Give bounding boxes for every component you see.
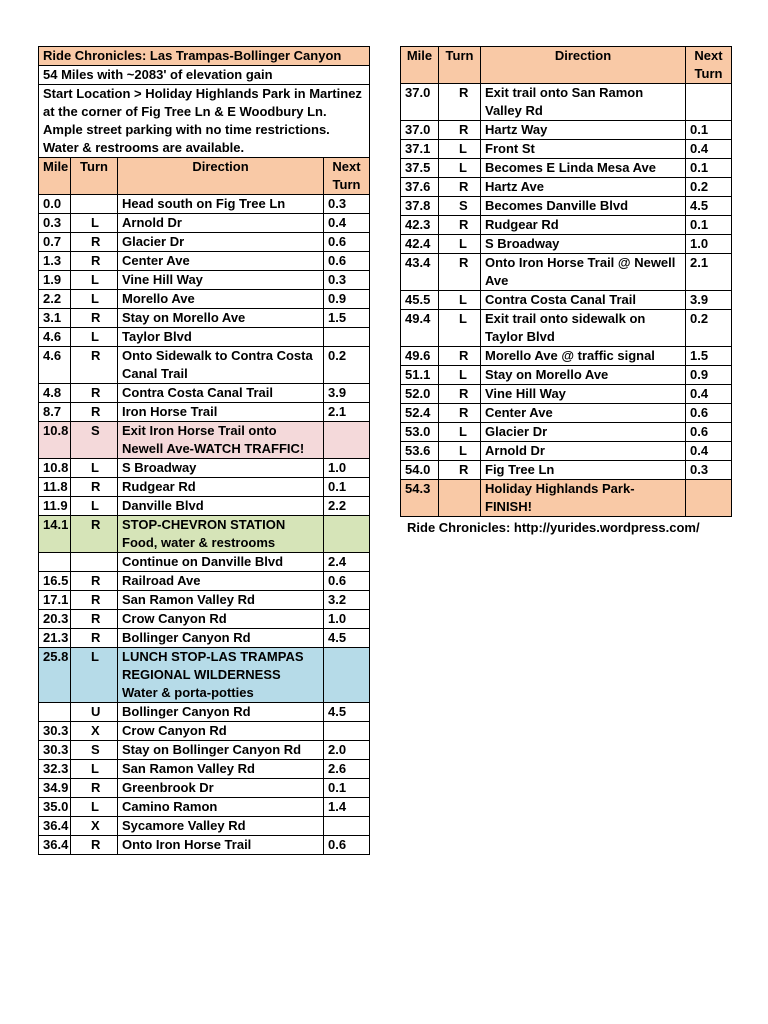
table-row	[401, 235, 732, 254]
right-cue-sheet-table	[400, 46, 732, 517]
next-turn-cell: 0.6	[324, 252, 370, 271]
footer-blog-link[interactable]: Ride Chronicles: http://yurides.wordpress.com/	[407, 520, 700, 535]
next-turn-cell: 4.5	[324, 629, 370, 648]
table-row	[39, 309, 370, 328]
mile-cell: 35.0	[39, 798, 71, 817]
mile-cell: 32.3	[39, 760, 71, 779]
mile-cell: 37.6	[401, 178, 439, 197]
next-turn-cell: 0.1	[686, 216, 732, 235]
table-row	[401, 121, 732, 140]
mile-cell: 43.4	[401, 254, 439, 291]
header-direction: Direction	[481, 47, 686, 84]
table-row	[401, 254, 732, 291]
turn-cell: R	[439, 461, 481, 480]
next-turn-cell: 0.9	[686, 366, 732, 385]
table-row	[39, 610, 370, 629]
mile-cell: 37.1	[401, 140, 439, 159]
direction-cell: Rudgear Rd	[481, 216, 686, 235]
table-row	[401, 385, 732, 404]
turn-cell: U	[71, 703, 118, 722]
table-row	[39, 497, 370, 516]
direction-cell: Danville Blvd	[118, 497, 324, 516]
direction-cell: Hartz Ave	[481, 178, 686, 197]
mile-cell: 30.3	[39, 741, 71, 760]
table-row	[401, 423, 732, 442]
direction-cell: Morello Ave	[118, 290, 324, 309]
next-turn-cell: 2.1	[686, 254, 732, 291]
mile-cell: 2.2	[39, 290, 71, 309]
table-row	[39, 779, 370, 798]
direction-cell: Continue on Danville Blvd	[118, 553, 324, 572]
table-row	[39, 214, 370, 233]
mile-cell: 11.8	[39, 478, 71, 497]
next-turn-cell: 2.6	[324, 760, 370, 779]
next-turn-cell: 0.2	[686, 310, 732, 347]
table-row	[39, 347, 370, 384]
direction-cell: Head south on Fig Tree Ln	[118, 195, 324, 214]
table-row	[401, 197, 732, 216]
turn-cell: X	[71, 722, 118, 741]
next-turn-cell: 2.0	[324, 741, 370, 760]
table-row	[401, 178, 732, 197]
turn-cell: R	[439, 121, 481, 140]
mile-cell: 14.1	[39, 516, 71, 553]
next-turn-cell: 0.1	[324, 478, 370, 497]
direction-cell: Glacier Dr	[481, 423, 686, 442]
table-row	[39, 817, 370, 836]
next-turn-cell: 1.5	[686, 347, 732, 366]
table-row	[39, 553, 370, 572]
next-turn-cell	[324, 328, 370, 347]
mile-cell: 37.0	[401, 121, 439, 140]
direction-cell: Greenbrook Dr	[118, 779, 324, 798]
mile-cell: 52.4	[401, 404, 439, 423]
table-row	[39, 836, 370, 855]
table-row	[39, 760, 370, 779]
mile-cell: 54.3	[401, 480, 439, 517]
next-turn-cell: 3.9	[686, 291, 732, 310]
table-row	[39, 516, 370, 553]
next-turn-cell: 0.3	[686, 461, 732, 480]
turn-cell: L	[71, 328, 118, 347]
turn-cell: L	[71, 497, 118, 516]
next-turn-cell: 0.6	[686, 423, 732, 442]
turn-cell: S	[439, 197, 481, 216]
mile-cell: 30.3	[39, 722, 71, 741]
direction-cell: LUNCH STOP-LAS TRAMPAS REGIONAL WILDERNESS Water & porta-potties	[118, 648, 324, 703]
turn-cell: R	[71, 309, 118, 328]
mile-cell: 54.0	[401, 461, 439, 480]
next-turn-cell: 0.6	[686, 404, 732, 423]
next-turn-cell: 0.2	[686, 178, 732, 197]
table-row	[39, 722, 370, 741]
direction-cell: Arnold Dr	[481, 442, 686, 461]
direction-cell: Camino Ramon	[118, 798, 324, 817]
mile-cell: 34.9	[39, 779, 71, 798]
direction-cell: Stay on Morello Ave	[118, 309, 324, 328]
table-row	[39, 271, 370, 290]
direction-cell: Stay on Bollinger Canyon Rd	[118, 741, 324, 760]
direction-cell: Vine Hill Way	[118, 271, 324, 290]
table-row	[39, 741, 370, 760]
mile-cell: 8.7	[39, 403, 71, 422]
mile-cell: 49.6	[401, 347, 439, 366]
table-row	[39, 384, 370, 403]
mile-cell: 21.3	[39, 629, 71, 648]
direction-cell: Center Ave	[118, 252, 324, 271]
next-turn-cell: 0.4	[686, 385, 732, 404]
turn-cell: L	[439, 159, 481, 178]
next-turn-cell: 0.4	[686, 140, 732, 159]
direction-cell: Exit Iron Horse Trail onto Newell Ave-WATCH TRAFFIC!	[118, 422, 324, 459]
mile-cell: 52.0	[401, 385, 439, 404]
direction-cell: S Broadway	[118, 459, 324, 478]
next-turn-cell: 0.4	[686, 442, 732, 461]
mile-cell: 25.8	[39, 648, 71, 703]
direction-cell: Exit trail onto San Ramon Valley Rd	[481, 84, 686, 121]
direction-cell: Becomes Danville Blvd	[481, 197, 686, 216]
next-turn-cell: 3.2	[324, 591, 370, 610]
turn-cell: L	[439, 442, 481, 461]
mile-cell: 51.1	[401, 366, 439, 385]
next-turn-cell	[324, 648, 370, 703]
direction-cell: San Ramon Valley Rd	[118, 591, 324, 610]
turn-cell: R	[439, 254, 481, 291]
table-row	[401, 216, 732, 235]
next-turn-cell: 0.1	[686, 159, 732, 178]
mile-cell: 42.4	[401, 235, 439, 254]
mile-cell: 1.9	[39, 271, 71, 290]
turn-cell: R	[71, 403, 118, 422]
mile-cell: 3.1	[39, 309, 71, 328]
table-row	[401, 84, 732, 121]
mile-cell: 20.3	[39, 610, 71, 629]
table-row	[401, 461, 732, 480]
mile-cell: 10.8	[39, 422, 71, 459]
direction-cell: San Ramon Valley Rd	[118, 760, 324, 779]
direction-cell: Contra Costa Canal Trail	[118, 384, 324, 403]
turn-cell: L	[71, 271, 118, 290]
direction-cell: Front St	[481, 140, 686, 159]
direction-cell: Becomes E Linda Mesa Ave	[481, 159, 686, 178]
next-turn-cell: 0.6	[324, 836, 370, 855]
next-turn-cell: 0.1	[324, 779, 370, 798]
mile-cell: 0.3	[39, 214, 71, 233]
direction-cell: Iron Horse Trail	[118, 403, 324, 422]
next-turn-cell	[324, 422, 370, 459]
turn-cell: S	[71, 741, 118, 760]
table-row	[39, 422, 370, 459]
table-row	[401, 347, 732, 366]
direction-cell: Sycamore Valley Rd	[118, 817, 324, 836]
turn-cell: R	[439, 178, 481, 197]
header-turn: Turn	[71, 158, 118, 195]
table-row	[401, 140, 732, 159]
next-turn-cell: 0.1	[686, 121, 732, 140]
turn-cell: L	[71, 214, 118, 233]
turn-cell: L	[71, 290, 118, 309]
direction-cell: Onto Iron Horse Trail	[118, 836, 324, 855]
sheet-title: Ride Chronicles: Las Trampas-Bollinger Canyon	[39, 47, 370, 66]
table-row	[39, 478, 370, 497]
table-row	[39, 703, 370, 722]
turn-cell: R	[71, 347, 118, 384]
turn-cell: L	[439, 310, 481, 347]
turn-cell: R	[71, 629, 118, 648]
table-row	[39, 648, 370, 703]
mile-cell: 37.5	[401, 159, 439, 178]
next-turn-cell: 4.5	[324, 703, 370, 722]
next-turn-cell	[686, 480, 732, 517]
turn-cell: R	[71, 779, 118, 798]
direction-cell: Center Ave	[481, 404, 686, 423]
direction-cell: Onto Sidewalk to Contra Costa Canal Trail	[118, 347, 324, 384]
mile-cell: 0.7	[39, 233, 71, 252]
turn-cell: R	[71, 252, 118, 271]
direction-cell: Morello Ave @ traffic signal	[481, 347, 686, 366]
mile-cell: 4.8	[39, 384, 71, 403]
next-turn-cell: 2.4	[324, 553, 370, 572]
turn-cell: R	[439, 84, 481, 121]
mile-cell: 53.6	[401, 442, 439, 461]
turn-cell: R	[71, 384, 118, 403]
mile-cell: 45.5	[401, 291, 439, 310]
next-turn-cell: 1.5	[324, 309, 370, 328]
direction-cell: Stay on Morello Ave	[481, 366, 686, 385]
direction-cell: Bollinger Canyon Rd	[118, 703, 324, 722]
table-row	[39, 591, 370, 610]
turn-cell: L	[71, 459, 118, 478]
table-row	[39, 403, 370, 422]
turn-cell: R	[71, 233, 118, 252]
turn-cell: R	[439, 216, 481, 235]
table-row	[39, 195, 370, 214]
left-cue-sheet-table	[38, 46, 370, 855]
direction-cell: Rudgear Rd	[118, 478, 324, 497]
direction-cell: Arnold Dr	[118, 214, 324, 233]
mile-cell	[39, 553, 71, 572]
mile-cell	[39, 703, 71, 722]
next-turn-cell: 2.1	[324, 403, 370, 422]
table-row	[39, 290, 370, 309]
next-turn-cell: 0.6	[324, 572, 370, 591]
sheet-subtitle: 54 Miles with ~2083' of elevation gain	[39, 66, 370, 85]
mile-cell: 10.8	[39, 459, 71, 478]
turn-cell: L	[439, 235, 481, 254]
turn-cell: R	[71, 610, 118, 629]
turn-cell: R	[71, 516, 118, 553]
direction-cell: Contra Costa Canal Trail	[481, 291, 686, 310]
direction-cell: Glacier Dr	[118, 233, 324, 252]
next-turn-cell	[686, 84, 732, 121]
table-row	[39, 328, 370, 347]
next-turn-cell: 1.0	[324, 459, 370, 478]
mile-cell: 1.3	[39, 252, 71, 271]
next-turn-cell: 1.4	[324, 798, 370, 817]
turn-cell: R	[71, 836, 118, 855]
next-turn-cell: 4.5	[686, 197, 732, 216]
next-turn-cell: 0.3	[324, 195, 370, 214]
turn-cell: L	[439, 423, 481, 442]
turn-cell: R	[71, 591, 118, 610]
next-turn-cell: 0.2	[324, 347, 370, 384]
table-row	[401, 159, 732, 178]
next-turn-cell: 0.6	[324, 233, 370, 252]
table-row	[401, 404, 732, 423]
direction-cell: Crow Canyon Rd	[118, 610, 324, 629]
direction-cell: STOP-CHEVRON STATION Food, water & restrooms	[118, 516, 324, 553]
mile-cell: 42.3	[401, 216, 439, 235]
turn-cell: L	[71, 798, 118, 817]
direction-cell: Crow Canyon Rd	[118, 722, 324, 741]
turn-cell: R	[71, 572, 118, 591]
direction-cell: Hartz Way	[481, 121, 686, 140]
direction-cell: S Broadway	[481, 235, 686, 254]
header-mile: Mile	[401, 47, 439, 84]
turn-cell: L	[71, 648, 118, 703]
direction-cell: Exit trail onto sidewalk on Taylor Blvd	[481, 310, 686, 347]
next-turn-cell: 3.9	[324, 384, 370, 403]
mile-cell: 37.8	[401, 197, 439, 216]
turn-cell: R	[439, 385, 481, 404]
turn-cell	[71, 195, 118, 214]
mile-cell: 17.1	[39, 591, 71, 610]
table-row	[401, 480, 732, 517]
mile-cell: 36.4	[39, 817, 71, 836]
table-row	[39, 629, 370, 648]
table-row	[401, 291, 732, 310]
header-mile: Mile	[39, 158, 71, 195]
mile-cell: 16.5	[39, 572, 71, 591]
table-row	[401, 366, 732, 385]
turn-cell	[439, 480, 481, 517]
table-row	[39, 459, 370, 478]
table-row	[39, 572, 370, 591]
table-row	[39, 252, 370, 271]
start-location-note: Start Location > Holiday Highlands Park in Martinez at the corner of Fig Tree Ln & E Woodbury Ln. Ample street parking with no time restrictions. Water & restrooms are available.	[39, 85, 370, 158]
direction-cell: Vine Hill Way	[481, 385, 686, 404]
turn-cell	[71, 553, 118, 572]
next-turn-cell: 0.4	[324, 214, 370, 233]
next-turn-cell: 1.0	[324, 610, 370, 629]
header-next-turn: Next Turn	[324, 158, 370, 195]
turn-cell: X	[71, 817, 118, 836]
direction-cell: Taylor Blvd	[118, 328, 324, 347]
next-turn-cell	[324, 516, 370, 553]
next-turn-cell: 0.9	[324, 290, 370, 309]
next-turn-cell	[324, 817, 370, 836]
table-row	[39, 233, 370, 252]
mile-cell: 4.6	[39, 328, 71, 347]
turn-cell: R	[71, 478, 118, 497]
table-row	[401, 310, 732, 347]
next-turn-cell	[324, 722, 370, 741]
header-turn: Turn	[439, 47, 481, 84]
turn-cell: L	[439, 140, 481, 159]
direction-cell: Fig Tree Ln	[481, 461, 686, 480]
direction-cell: Onto Iron Horse Trail @ Newell Ave	[481, 254, 686, 291]
direction-cell: Holiday Highlands Park-FINISH!	[481, 480, 686, 517]
table-row	[401, 442, 732, 461]
mile-cell: 36.4	[39, 836, 71, 855]
mile-cell: 37.0	[401, 84, 439, 121]
mile-cell: 53.0	[401, 423, 439, 442]
table-row	[39, 798, 370, 817]
turn-cell: L	[439, 291, 481, 310]
next-turn-cell: 0.3	[324, 271, 370, 290]
turn-cell: L	[439, 366, 481, 385]
header-direction: Direction	[118, 158, 324, 195]
turn-cell: R	[439, 404, 481, 423]
next-turn-cell: 1.0	[686, 235, 732, 254]
turn-cell: L	[71, 760, 118, 779]
mile-cell: 4.6	[39, 347, 71, 384]
mile-cell: 49.4	[401, 310, 439, 347]
turn-cell: S	[71, 422, 118, 459]
direction-cell: Bollinger Canyon Rd	[118, 629, 324, 648]
turn-cell: R	[439, 347, 481, 366]
mile-cell: 0.0	[39, 195, 71, 214]
header-next-turn: Next Turn	[686, 47, 732, 84]
direction-cell: Railroad Ave	[118, 572, 324, 591]
mile-cell: 11.9	[39, 497, 71, 516]
next-turn-cell: 2.2	[324, 497, 370, 516]
